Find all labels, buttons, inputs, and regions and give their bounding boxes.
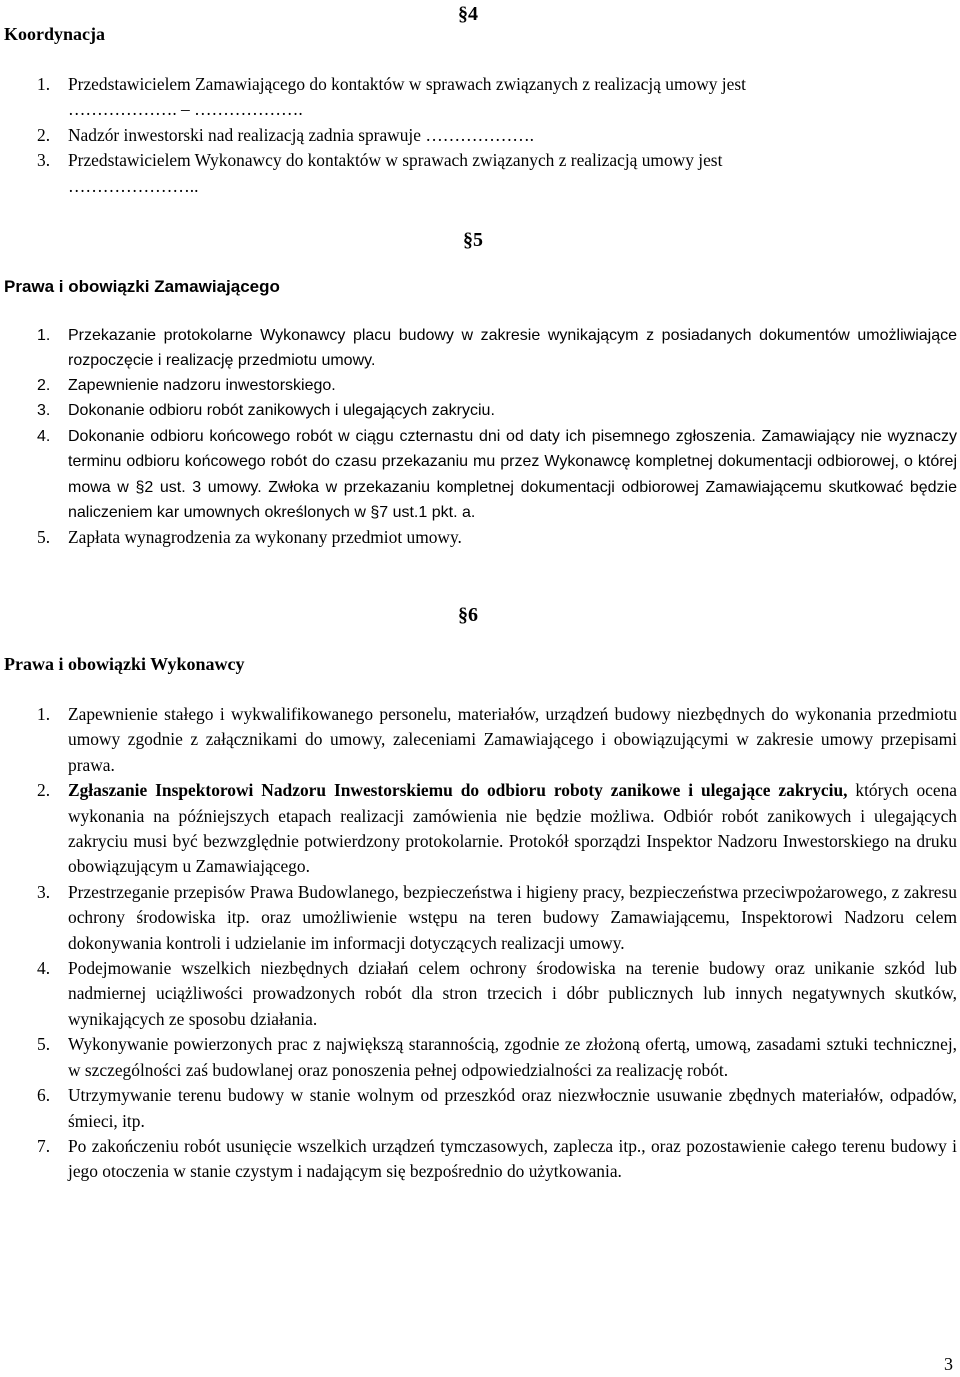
section-6-heading: Prawa i obowiązki Wykonawcy [4,654,245,674]
list-item: 5. Zapłata wynagrodzenia za wykonany przedmiot umowy. [37,527,462,548]
section-5-heading: Prawa i obowiązki Zamawiającego [4,277,280,296]
section-4-sign: §4 [458,3,478,25]
blank-fill: ………………. – ………………. [68,99,303,120]
section-4-list [37,72,960,199]
section-4-heading: Koordynacja [4,24,105,44]
list-item: 4. Dokonanie odbioru końcowego robót w ciągu czternastu dni od daty ich pisemnego zgłoszenia. Zamawiający nie wyznaczy terminu odbioru końcowego robót do czasu przekazaniu mu przez Wykonawcę kompletnej dokumentacji odbiorowej, o której mowa w §2 ust. 3 umowy. Zwłoka w przekazaniu kompletnej dokumentacji odbiorowej Zamawiającemu skutkować będzie naliczeniem kar umownych określonych w §7 ust.1 pkt. a. [37,427,957,522]
list-item: 2. Nadzór inwestorski nad realizacją zadnia sprawuje ………………. [37,124,535,145]
list-item: 1. Przedstawicielem Zamawiającego do kontaktów w sprawach związanych z realizacją umowy jest ………………. – ………………. [37,74,746,120]
list-item: 2. Zapewnienie nadzoru inwestorskiego. [37,377,336,394]
list-item: 2. Zgłaszanie Inspektorowi Nadzoru Inwestorskiemu do odbioru roboty zanikowe i ulegające zakryciu, których ocena wykonania na późniejszych etapach realizacji zamówienia nie będzie możliwa. Odbiór robót zanikowych i ulegających zakryciu musi być bezwzględnie potwierdzony protokolarnie. Protokół sporządzi Inspektor Nadzoru Inwestorskiego na druku obowiązującym u Zamawiającego. [37,780,957,877]
section-5-sign: §5 [463,229,483,251]
list-item: 6. Utrzymywanie terenu budowy w stanie wolnym od przeszkód oraz niezwłocznie usuwanie zbędnych materiałów, odpadów, śmieci, itp. [37,1085,957,1131]
section-5-list [37,323,957,374]
section-5-list-cont [37,373,957,551]
page-number: 3 [944,1354,953,1374]
list-item: 5. Wykonywanie powierzonych prac z największą starannością, zgodnie ze złożoną ofertą, umową, zasadami sztuki technicznej, w szczególności zaś budowlanej oraz ponoszenia pełnej odpowiedzialności za realizację robót. [37,1034,957,1080]
list-item: 4. Podejmowanie wszelkich niezbędnych działań celem ochrony środowiska na terenie budowy oraz unikanie szkód lub nadmiernej uciążliwości prowadzonych robót dla stron trzecich i dóbr publicznych lub innych negatywnych skutków, wynikających ze sposobu działania. [37,958,957,1029]
section-6-sign: §6 [458,604,478,626]
list-item: 3. Przedstawicielem Wykonawcy do kontaktów w sprawach związanych z realizacją umowy jest ………………….. [37,150,723,196]
list-item: 3. Dokonanie odbioru robót zanikowych i ulegających zakryciu. [37,402,495,420]
list-item: 1. Zapewnienie stałego i wykwalifikowanego personelu, materiałów, urządzeń budowy niezbędnych do wykonania przedmiotu umowy zgodnie z załącznikami do umowy, zaleceniami Zamawiającego i obowiązującymi w zakresie umowy przepisami prawa. [37,704,957,775]
list-item: 7. Po zakończeniu robót usunięcie wszelkich urządzeń tymczasowych, zaplecza itp., oraz pozostawienie całego terenu budowy i jego otoczenia w stanie czystym i nadającym się bezpośrednio do użytkowania. [37,1135,957,1182]
list-item: 3. Przestrzeganie przepisów Prawa Budowlanego, bezpieczeństwa i higieny pracy, bezpieczeństwa przeciwpożarowego, z zakresu ochrony środowiska itp. oraz umożliwienie wstępu na teren budowy Zamawiającemu, Inspektorowi Nadzoru celem dokonywania kontroli i udzielanie im informacji dotyczących realizacji umowy. [37,881,957,953]
blank-fill: ………………….. [68,175,199,196]
list-item: 1. Przekazanie protokolarne Wykonawcy placu budowy w zakresie wynikającym z posiadanych dokumentów umożliwiające rozpoczęcie i realizację przedmiotu umowy. [37,327,957,370]
section-6-list [37,702,957,1185]
